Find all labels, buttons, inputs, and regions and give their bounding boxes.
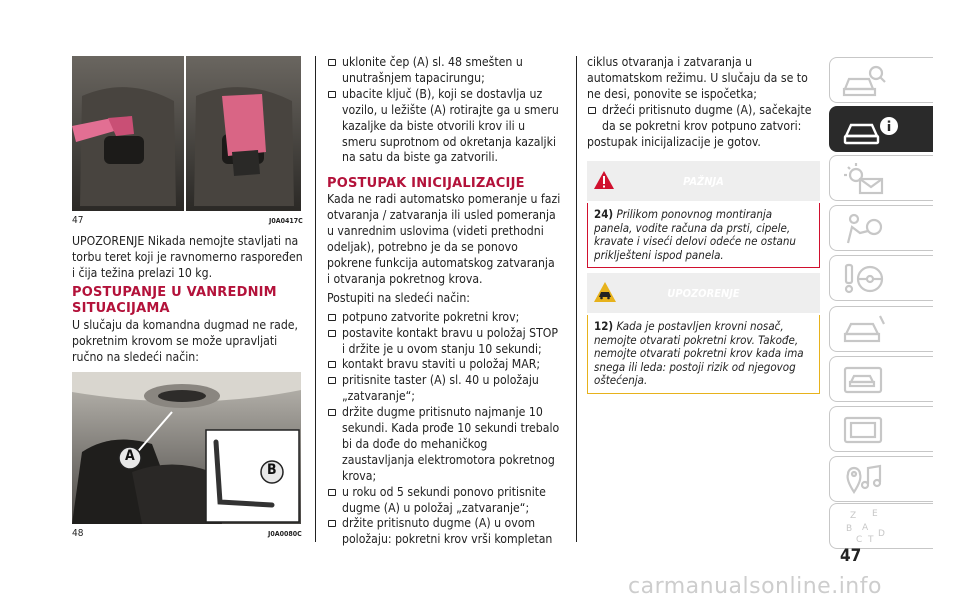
final-steps-list — [587, 103, 821, 135]
list-item: držeći pritisnuto dugme (A), sačekajte da se pokretni krov potpuno zatvori: — [587, 103, 821, 135]
warning-box-title: PAŽNJA — [683, 175, 724, 188]
caution-box-body — [587, 315, 820, 394]
caution-box-header — [587, 273, 820, 313]
warning-number: 24) — [594, 207, 614, 221]
tab-car-search[interactable] — [829, 57, 933, 103]
completion-text: postupak inicijalizacije je gotov. — [587, 134, 761, 149]
list-item: ubacite ključ (B), koji se dostavlja uz vozilo, u ležište (A) rotirajte ga u smeru kazaljke da biste otvorili krov ili u smeru suprotnom od okretanja kazaljki na satu da biste ga zatvorili. — [327, 87, 561, 167]
column-divider-2 — [576, 56, 577, 542]
tab-media-nav[interactable] — [829, 406, 933, 452]
warning-text: Prilikom ponovnog montiranja panela, vodite računa da prsti, cipele, kravate i viseći delovi odeće ne ostanu priklješteni ispod panela. — [594, 207, 796, 262]
watermark: carmanualsonline.info — [628, 574, 882, 599]
list-item: kontakt bravu staviti u položaj MAR; — [327, 357, 561, 373]
tab-warning-lights[interactable] — [829, 155, 933, 201]
warning-paragraph: UPOZORENJE Nikada nemojte stavljati na torbu teret koji je ravnomerno raspoređen i čija težina prelazi 10 kg. — [72, 234, 303, 280]
continued-paragraph: ciklus otvaranja i zatvaranja u automatskom režimu. U slučaju da se to ne desi, ponovite se ispočetka; — [587, 55, 808, 101]
car-service-icon — [842, 312, 886, 348]
list-item: uklonite čep (A) sl. 48 smešten u unutrašnjem tapacirungu; — [327, 55, 561, 87]
caution-text: Kada je postavljen krovni nosač, nemojte otvarati pokretni krov. Takođe, nemojte otvarati pokretni krov kada ima snega ili leda: postoji rizik od njegovog oštećenja. — [594, 319, 804, 387]
index-letters-icon — [842, 506, 892, 546]
procedure-intro: Postupiti na sledeći način: — [327, 290, 470, 305]
tab-media-location[interactable] — [829, 456, 933, 502]
warning-box-body — [587, 203, 820, 268]
figure-48-number: 48 — [72, 528, 84, 539]
svg-text:E: E — [872, 509, 878, 519]
column-2 — [327, 55, 561, 548]
warning-box — [587, 161, 820, 266]
emergency-paragraph: U slučaju da komandna dugmad ne rade, pokretnim krovom se može upravljati ručno na sledeći način: — [72, 318, 299, 364]
figure-47-code: J0A0417C — [269, 217, 303, 225]
list-item: držite dugme pritisnuto najmanje 10 sekundi. Kada prođe 10 sekundi trebalo bi da dođe do mehaničkog zaustavljanja elektromotora pokretnog krova; — [327, 405, 561, 485]
caution-number: 12) — [594, 319, 614, 333]
media-location-icon — [842, 462, 886, 498]
list-item: u roku od 5 sekundi ponovo pritisnite dugme (A) u položaj „zatvaranje“; — [327, 485, 561, 517]
tab-steering-wheel[interactable] — [829, 255, 933, 301]
list-item: potpuno zatvorite pokretni krov; — [327, 310, 561, 326]
car-info-icon — [842, 112, 902, 148]
figure-48-label-b: B — [267, 462, 277, 478]
list-item: pritisnite taster (A) sl. 40 u položaju „zatvaranje“; — [327, 373, 561, 405]
column-3 — [587, 55, 821, 150]
car-search-icon — [842, 63, 886, 99]
media-nav-icon — [842, 412, 886, 448]
steering-wheel-icon — [842, 261, 886, 297]
svg-text:Z: Z — [850, 511, 857, 521]
list-item: postavite kontakt bravu u položaj STOP i držite je u ovom stanju 10 sekundi; — [327, 326, 561, 358]
figure-47-number: 47 — [72, 215, 84, 226]
figure-48-label-a: A — [125, 448, 135, 464]
figure-48-code: J0A0080C — [268, 530, 302, 538]
svg-text:C: C — [856, 535, 863, 545]
manual-steps-list — [327, 55, 561, 166]
tab-car-info[interactable] — [829, 106, 933, 152]
page-number: 47 — [840, 546, 862, 566]
figure-47-image — [72, 56, 301, 211]
svg-text:A: A — [862, 523, 869, 533]
warning-lights-icon — [842, 161, 886, 197]
svg-text:T: T — [868, 535, 874, 545]
caution-box-title: UPOZORENJE — [667, 287, 740, 300]
column-divider-1 — [315, 56, 316, 542]
svg-text:B: B — [846, 524, 853, 534]
car-specs-icon — [842, 362, 886, 398]
tab-car-specs[interactable] — [829, 356, 933, 402]
tab-car-service[interactable] — [829, 306, 933, 352]
initialization-steps-list — [327, 310, 561, 549]
caution-box — [587, 273, 820, 394]
tab-airbag-child[interactable] — [829, 205, 933, 251]
airbag-child-icon — [842, 211, 886, 247]
section-heading-emergency: POSTUPANJE U VANREDNIM SITUACIJAMA — [72, 285, 277, 316]
warning-box-header — [587, 161, 820, 201]
section-heading-initialization: POSTUPAK INICIJALIZACIJE — [327, 176, 525, 192]
initialization-paragraph: Kada ne radi automatsko pomeranje u fazi otvaranja / zatvaranja ili usled pomeranja u vanrednim uslovima (videti prethodni odeljak), potrebno je da se ponovo pokrene funkcija automatskog zatvaranja i otvaranja pokretnog krova. — [327, 192, 561, 286]
list-item: držite pritisnuto dugme (A) u ovom položaju: pokretni krov vrši kompletan — [327, 516, 561, 548]
figure-48-image — [72, 372, 301, 524]
tab-index[interactable] — [829, 503, 933, 549]
svg-text:D: D — [878, 529, 885, 539]
